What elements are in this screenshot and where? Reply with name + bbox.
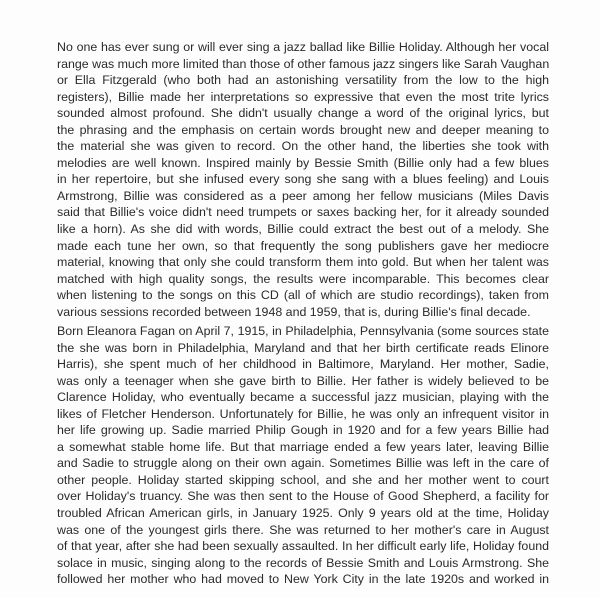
paragraph-intro <box>57 39 549 320</box>
text-line: her life growing up. Sadie married Philip Gough in 1920 and for a few years Billie had <box>57 423 549 438</box>
text-line: solace in music, singing along to the records of Bessie Smith and Louis Armstrong. She <box>57 555 549 570</box>
text-line: registers), Billie made her interpretations so expressive that even the most trite lyrics <box>57 89 549 104</box>
text-line: material, knowing that only she could transform them into gold. But when her talent was <box>57 255 549 270</box>
text-line: melodies are well known. Inspired mainly by Bessie Smith (Billie only had a few blues <box>57 155 549 170</box>
text-line: made each tune her own, so that frequently the song publishers gave her mediocre <box>57 238 549 253</box>
text-line: followed her mother who had moved to New York City in the late 1920s and worked in <box>57 572 549 587</box>
text-line: likes of Fletcher Henderson. Unfortunately for Billie, he was only an infrequent visitor in <box>57 406 549 421</box>
text-line: the material she was given to record. On the other hand, the liberties she took with <box>57 139 549 154</box>
text-line: various sessions recorded between 1948 and 1959, that is, during Billie's final decade. <box>57 304 531 319</box>
text-line: Armstrong, Billie was considered as a peer among her fellow musicians (Miles Davis <box>57 188 549 203</box>
text-line: said that Billie's voice didn't need trumpets or saxes backing her, for it already sounded <box>57 205 549 220</box>
text-line: was one of the youngest girls there. She was returned to her mother's care in August <box>57 522 549 537</box>
text-line: and Sadie to struggle along on their own again. Sometimes Billie was left in the care of <box>57 456 549 471</box>
text-line: Born Eleanora Fagan on April 7, 1915, in Philadelphia, Pennsylvania (some sources state <box>57 324 549 338</box>
text-line: range was much more limited than those of other famous jazz singers like Sarah Vaughan <box>57 56 550 71</box>
text-line: troubled African American girls, in January 1925. Only 9 years old at the time, Holiday <box>57 506 549 521</box>
text-line: No one has ever sung or will ever sing a jazz ballad like Billie Holiday. Although her vocal <box>57 40 549 54</box>
text-line: a somewhat stable home life. But that marriage ended a few years later, leaving Billie <box>57 439 549 454</box>
text-line: was only a teenager when she gave birth to Billie. Her father is widely believed to be <box>57 373 549 388</box>
text-line: like a horn). As she did with words, Billie could extract the best out of a melody. She <box>57 222 549 237</box>
text-line: over Holiday's truancy. She was then sent to the House of Good Shepherd, a facility for <box>57 489 549 504</box>
text-line: the she was born in Philadelphia, Maryland and that her birth certificate reads Elinore <box>57 340 549 355</box>
text-line: Clarence Holiday, who eventually became a successful jazz musician, playing with the <box>57 390 549 405</box>
text-line: the phrasing and the emphasis on certain words brought new and deeper meaning to <box>57 122 549 137</box>
text-line: when listening to the songs on this CD (all of which are studio recordings), taken from <box>57 288 549 303</box>
text-line: or Ella Fitzgerald (who both had an astonishing versatility from the low to the high <box>57 73 549 88</box>
text-line: of that year, after she had been sexually assaulted. In her difficult early life, Holiday found <box>57 539 549 554</box>
text-line: Harris), she spent much of her childhood in Baltimore, Maryland. Her mother, Sadie, <box>57 357 549 372</box>
text-line: matched with high quality songs, the results were incomparable. This becomes clear <box>57 271 549 286</box>
text-line: sounded almost profound. She didn't usually change a word of the original lyrics, but <box>57 106 549 121</box>
text-line: in her repertoire, but she infused every song she sang with a blues feeling) and Louis <box>57 172 549 187</box>
text-line: other people. Holiday started skipping school, and she and her mother went to court <box>57 472 549 487</box>
paragraph-biography <box>57 323 549 588</box>
